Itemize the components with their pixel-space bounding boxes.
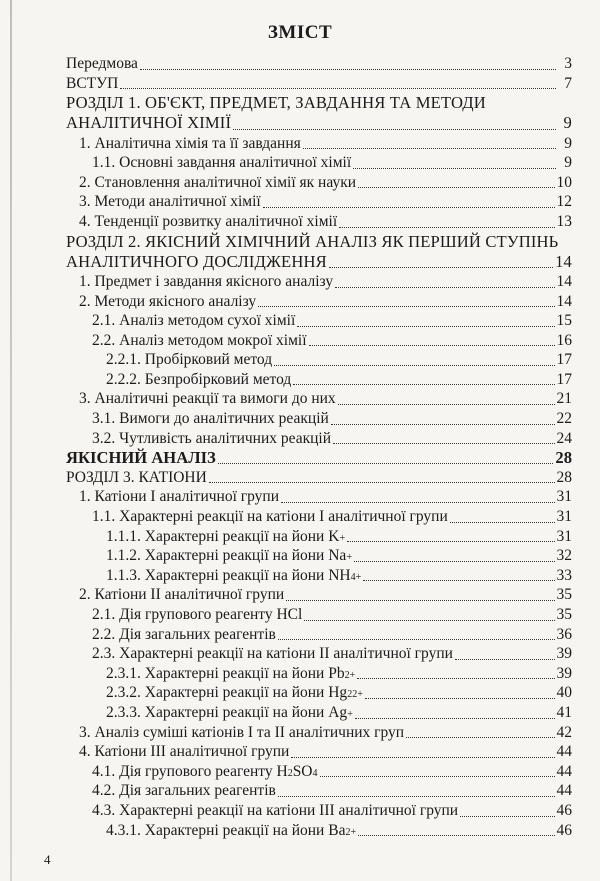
dot-leader xyxy=(297,326,554,327)
toc-entry: 2.3.3. Характерні реакції на йони Ag + 41 xyxy=(106,703,572,721)
dot-leader xyxy=(358,835,554,836)
toc-entry-title: РОЗДІЛ 1. ОБ'ЄКТ, ПРЕДМЕТ, ЗАВДАННЯ ТА МЕТОДИ xyxy=(66,93,486,113)
dot-leader xyxy=(347,541,554,542)
toc-entry xyxy=(66,507,572,527)
dot-leader xyxy=(455,659,555,660)
dot-leader xyxy=(274,365,554,366)
dot-leader xyxy=(333,443,554,444)
toc-entry-page: 9 xyxy=(564,154,572,172)
dot-leader xyxy=(140,69,556,70)
toc-entry-page: 9 xyxy=(564,134,572,152)
dot-leader xyxy=(304,620,554,621)
toc-entry xyxy=(66,134,572,154)
toc-entry-page: 35 xyxy=(556,586,572,604)
dot-leader xyxy=(406,737,554,738)
toc-entry xyxy=(66,113,572,133)
toc-entry-page: 44 xyxy=(556,762,572,780)
toc-entry xyxy=(66,192,572,212)
dot-leader xyxy=(303,148,556,149)
toc-entry-page: 10 xyxy=(556,173,572,191)
toc-entry-title: 3. Аналіз суміші катіонів I та II аналітичних груп xyxy=(79,723,405,741)
toc-entry-page: 22 xyxy=(556,410,572,428)
dot-leader xyxy=(365,698,555,699)
toc-entry-page: 46 xyxy=(556,801,572,819)
toc-entry-title: 3.2. Чутливість аналітичних реакцій xyxy=(92,429,332,447)
toc-entry-title: 1.1.3. Характерні реакції на йони NH xyxy=(106,566,351,584)
toc-entry xyxy=(66,252,572,272)
toc-entry xyxy=(66,605,572,625)
dot-leader xyxy=(363,580,554,581)
dot-leader xyxy=(339,227,554,228)
dot-leader xyxy=(355,718,555,719)
toc-entry-page: 44 xyxy=(556,782,572,800)
toc-entry-page: 41 xyxy=(556,703,572,721)
toc-entry-title: 2. Катіони II аналітичної групи xyxy=(79,586,285,604)
toc-entry: 4.1. Дія групового реагенту H 2 SO 4 44 xyxy=(92,762,572,780)
toc-entry xyxy=(66,153,572,173)
toc-entry xyxy=(66,448,572,468)
toc-entry xyxy=(66,625,572,645)
toc-entry-title: 2.3. Характерні реакції на катіони II аналітичної групи xyxy=(92,645,453,663)
toc-entry-page: 28 xyxy=(556,468,572,486)
toc-entry xyxy=(66,232,572,252)
toc-entry-page: 21 xyxy=(556,390,572,408)
toc-entry: 4.3.1. Характерні реакції на йони Ba 2+ 46 xyxy=(106,821,572,839)
toc-entry-page: 42 xyxy=(556,723,572,741)
page-title: ЗМІСТ xyxy=(267,22,333,43)
toc-entry-title: 4. Катіони III аналітичної групи xyxy=(79,743,290,761)
dot-leader xyxy=(293,384,554,385)
dot-leader xyxy=(233,129,556,130)
toc-entry-title: 3. Аналітичні реакції та вимоги до них xyxy=(79,390,336,408)
toc-entry-title: 2.2. Аналіз методом мокрої хімії xyxy=(92,331,307,349)
toc-entry-title: 2.3.1. Характерні реакції на йони Pb xyxy=(106,664,345,682)
dot-leader xyxy=(329,267,553,268)
toc-entry: 1.1.2. Характерні реакції на йони Na + 32 xyxy=(106,547,572,565)
dot-leader xyxy=(450,522,555,523)
toc-entry-title: 2.2.1. Пробірковий метод xyxy=(106,351,273,369)
toc-entry xyxy=(66,74,572,94)
dot-leader xyxy=(258,306,554,307)
toc-entry xyxy=(66,350,572,370)
toc-entry-title: РОЗДІЛ 2. ЯКІСНИЙ ХІМІЧНИЙ АНАЛІЗ ЯК ПЕРШИЙ СТУПІНЬ xyxy=(66,231,559,251)
page-number: 4 xyxy=(44,852,51,867)
toc-entry-title: АНАЛІТИЧНОГО ДОСЛІДЖЕННЯ xyxy=(66,251,327,271)
toc-entry-page: 32 xyxy=(556,547,572,565)
toc-entry-title: 2.2.2. Безпробірковий метод xyxy=(106,370,292,388)
toc-entry-page: 15 xyxy=(556,312,572,330)
toc-entry-page: 40 xyxy=(556,684,572,702)
toc-entry xyxy=(66,54,572,74)
toc-entry-page: 46 xyxy=(556,821,572,839)
dot-leader xyxy=(286,600,554,601)
toc-entry-title: Передмова xyxy=(66,55,138,72)
toc-entry-page: 14 xyxy=(556,272,572,290)
toc-entry-title: 1. Аналітична хімія та її завдання xyxy=(79,134,301,152)
toc-entry-title: 2. Методи якісного аналізу xyxy=(79,292,257,310)
dot-leader xyxy=(263,207,555,208)
toc-entry-title: РОЗДІЛ 3. КАТІОНИ xyxy=(66,468,207,486)
toc-entry-page: 12 xyxy=(556,193,572,211)
toc-entry-page: 35 xyxy=(556,606,572,623)
toc-entry-page: 17 xyxy=(556,370,572,388)
toc-entry-title: 4.3. Характерні реакції на катіони III аналітичної групи xyxy=(92,801,459,819)
toc-entry-title: 1.1. Основні завдання аналітичної хімії xyxy=(92,154,352,172)
toc-entry: 2.3.1. Характерні реакції на йони Pb 2+ 39 xyxy=(106,664,572,682)
toc-entry xyxy=(66,801,572,821)
toc-entry-page: 39 xyxy=(556,645,572,663)
toc-entry-page: 14 xyxy=(555,251,572,271)
toc-entry: 1.1.1. Характерні реакції на йони K + 31 xyxy=(106,527,572,545)
toc-entry-title: 1. Катіони I аналітичної групи xyxy=(79,488,280,506)
toc-entry-title: 1.1.2. Характерні реакції на йони Na xyxy=(106,547,347,565)
toc-entry xyxy=(66,487,572,507)
toc-entry xyxy=(66,272,572,292)
toc-entry-page: 36 xyxy=(556,625,572,643)
toc-entry xyxy=(66,370,572,390)
dot-leader xyxy=(218,463,554,464)
toc-entry xyxy=(66,429,572,449)
toc-entry-title: 1. Предмет і завдання якісного аналізу xyxy=(79,272,334,290)
dot-leader xyxy=(120,88,556,89)
toc-entry xyxy=(66,723,572,743)
toc-entry-title: ЯКІСНИЙ АНАЛІЗ xyxy=(66,448,216,468)
dot-leader xyxy=(358,187,554,188)
toc-entry-page: 24 xyxy=(556,429,572,447)
toc-entry-page: 16 xyxy=(556,331,572,349)
dot-leader xyxy=(291,757,554,758)
toc-entry-title: ВСТУП xyxy=(66,74,119,92)
dot-leader xyxy=(320,776,555,777)
toc-entry-page: 9 xyxy=(563,113,572,133)
toc-entry xyxy=(66,93,572,113)
toc-entry-title: 4.3.1. Характерні реакції на йони Ba xyxy=(106,821,346,839)
toc-entry-page: 3 xyxy=(564,55,572,72)
toc-entry xyxy=(66,644,572,664)
toc-entry-title: 3. Методи аналітичної хімії xyxy=(79,193,261,211)
toc-entry-title: 2.2. Дія загальних реагентів xyxy=(92,625,276,643)
toc-entry-title: 2. Становлення аналітичної хімії як науки xyxy=(79,173,357,191)
toc-entry-title: 4.1. Дія групового реагенту H xyxy=(92,762,288,780)
toc-entry xyxy=(66,311,572,331)
toc-entry-page: 44 xyxy=(556,743,572,761)
toc-entry: 1.1.3. Характерні реакції на йони NH 4 + 33 xyxy=(106,566,572,584)
toc-entry-page: 39 xyxy=(556,664,572,682)
toc-entry-title: 1.1.1. Характерні реакції на йони K xyxy=(106,527,340,545)
toc-entry xyxy=(66,292,572,312)
dot-leader xyxy=(354,561,555,562)
toc-entry xyxy=(66,173,572,193)
toc-entry-page: 7 xyxy=(564,74,572,92)
dot-leader xyxy=(278,639,555,640)
toc-entry xyxy=(66,331,572,351)
dot-leader xyxy=(278,796,555,797)
toc-entry-page: 14 xyxy=(556,292,572,310)
toc-entry-page: 31 xyxy=(556,527,572,545)
formula-tail: SO xyxy=(292,762,313,780)
dot-leader xyxy=(209,482,555,483)
toc-entry-title: 4.2. Дія загальних реагентів xyxy=(92,782,276,800)
toc-entry-title: 2.1. Дія групового реагенту HCl xyxy=(92,606,303,623)
toc-entry-page: 33 xyxy=(556,566,572,584)
toc-entry xyxy=(66,409,572,429)
toc-entry-title: 2.3.3. Характерні реакції на йони Ag xyxy=(106,703,348,721)
toc-entry-title: 1.1. Характерні реакції на катіони I аналітичної групи xyxy=(92,508,448,526)
toc-entry-title: 2.1. Аналіз методом сухої хімії xyxy=(92,312,296,330)
toc-entry xyxy=(66,781,572,801)
toc-entry-title: 2.3.2. Характерні реакції на йони Hg xyxy=(106,684,348,702)
dot-leader xyxy=(335,287,554,288)
dot-leader xyxy=(309,345,555,346)
dot-leader xyxy=(281,502,554,503)
toc-entry xyxy=(66,389,572,409)
toc-entry xyxy=(66,468,572,488)
toc-entry xyxy=(66,742,572,762)
toc-entry xyxy=(66,212,572,232)
toc-entry-page: 17 xyxy=(556,351,572,369)
toc-entry-title: 3.1. Вимоги до аналітичних реакцій xyxy=(92,410,329,428)
page-edge-shadow xyxy=(10,0,12,881)
toc-entry-page: 31 xyxy=(556,488,572,506)
toc-entry-title: АНАЛІТИЧНОЇ ХІМІЇ xyxy=(66,113,232,133)
toc-entry: 2.3.2. Характерні реакції на йони Hg 2 2+ 40 xyxy=(106,684,572,702)
dot-leader xyxy=(331,424,555,425)
toc-entry-page: 13 xyxy=(556,212,572,230)
dot-leader xyxy=(460,816,554,817)
toc-entry-page: 28 xyxy=(555,448,572,468)
toc-entry-title: 4. Тенденції розвитку аналітичної хімії xyxy=(79,212,338,230)
dot-leader xyxy=(338,404,555,405)
dot-leader xyxy=(353,168,556,169)
dot-leader xyxy=(357,678,554,679)
toc-entry xyxy=(66,585,572,605)
table-of-contents xyxy=(66,54,572,840)
toc-entry-page: 31 xyxy=(556,508,572,526)
